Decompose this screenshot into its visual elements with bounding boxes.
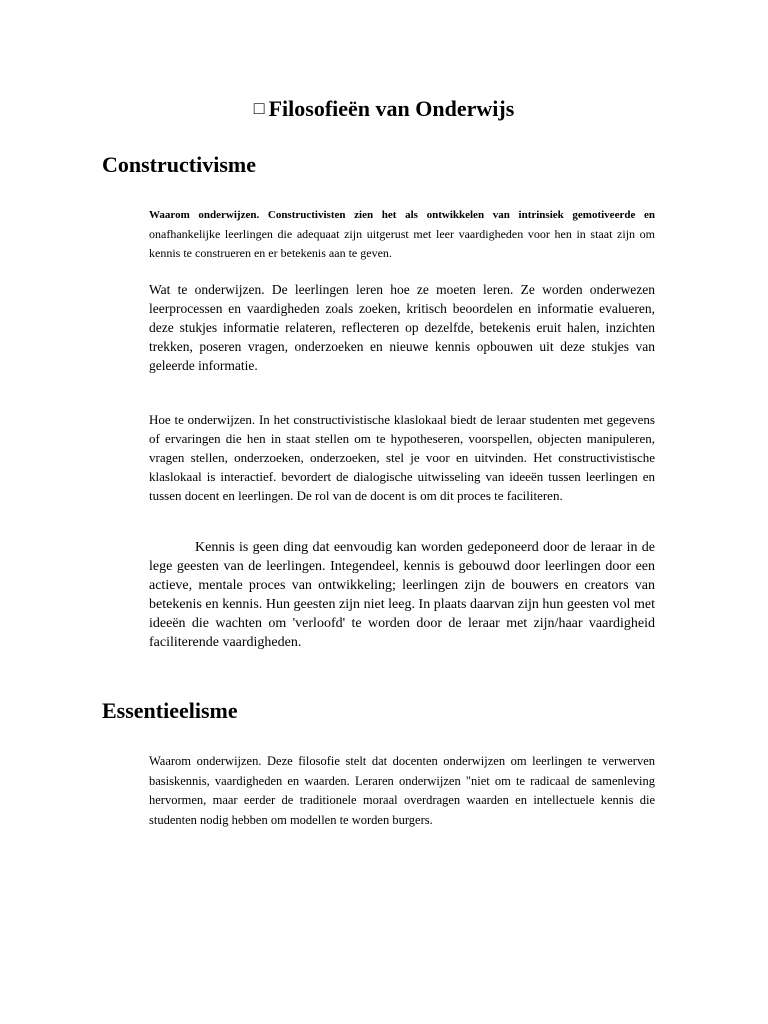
section-heading-essentieelisme: Essentieelisme [102,698,238,723]
document-title [0,96,768,122]
document-title-text: Filosofieën van Onderwijs [268,96,515,121]
paragraph-wat-te-onderwijzen: Wat te onderwijzen. De leerlingen leren hoe ze moeten leren. Ze worden onderwezen leerprocessen en vaardigheden zoals zoeken, kritisch beoordelen en informatie evalueren, deze stukjes informatie relateren, reflecteren op dezelfde, betekenis eruit halen, inzichten trekken, poseren vragen, onderzoeken en nieuwe kennis opbouwen uit deze stukjes van geleerde informatie. [149,282,655,373]
paragraph-body: onafhankelijke leerlingen die adequaat zijn uitgerust met leer vaardigheden voor hen in staat zijn om kennis te construeren en er betekenis aan te geven. [149,227,655,260]
paragraph-hoe-te-onderwijzen: Hoe te onderwijzen. In het constructivistische klaslokaal biedt de leraar studenten met gegevens of ervaringen die hen in staat stellen om te hypotheseren, voorspellen, objecten manipuleren, vragen stellen, onderzoeken, onderzoeken, stel je voor en uitvinden. Het constructivistische klaslokaal is interactief. bevordert de dialogische uitwisseling van ideeën tussen leerlingen en tussen docent en leerlingen. De rol van de docent is om dit proces te faciliteren. [149,412,655,503]
paragraph-lead-bold: Waarom onderwijzen. Constructivisten zien het als ontwikkelen van intrinsiek gemotiveerde en [149,209,655,221]
section-heading-constructivisme: Constructivisme [102,152,256,177]
paragraph-kennis: Kennis is geen ding dat eenvoudig kan worden gedeponeerd door de leraar in de lege geesten van de leerlingen. Integendeel, kennis is gebouwd door leerlingen door een actieve, mentale proces van ontwikkeling; leerlingen zijn de bouwers en creators van betekenis en kennis. Hun geesten zijn niet leeg. In plaats daarvan zijn hun geesten vol met ideeën die wachten om 'verloofd' te worden door de leraar met zijn/haar vaardigheid faciliterende vaardigheden. [149,540,655,650]
paragraph-essentieelisme-waarom: Waarom onderwijzen. Deze filosofie stelt dat docenten onderwijzen om leerlingen te verwerven basiskennis, vaardigheden en waarden. Leraren onderwijzen "niet om te radicaal de samenleving hervormen, maar eerder de traditionele moraal overdragen waarden en intellectuele kennis die studenten nodig hebben om modellen te worden burgers. [149,754,655,827]
placeholder-box-icon: □ [253,98,265,118]
paragraph-waarom-onderwijzen [149,205,655,263]
